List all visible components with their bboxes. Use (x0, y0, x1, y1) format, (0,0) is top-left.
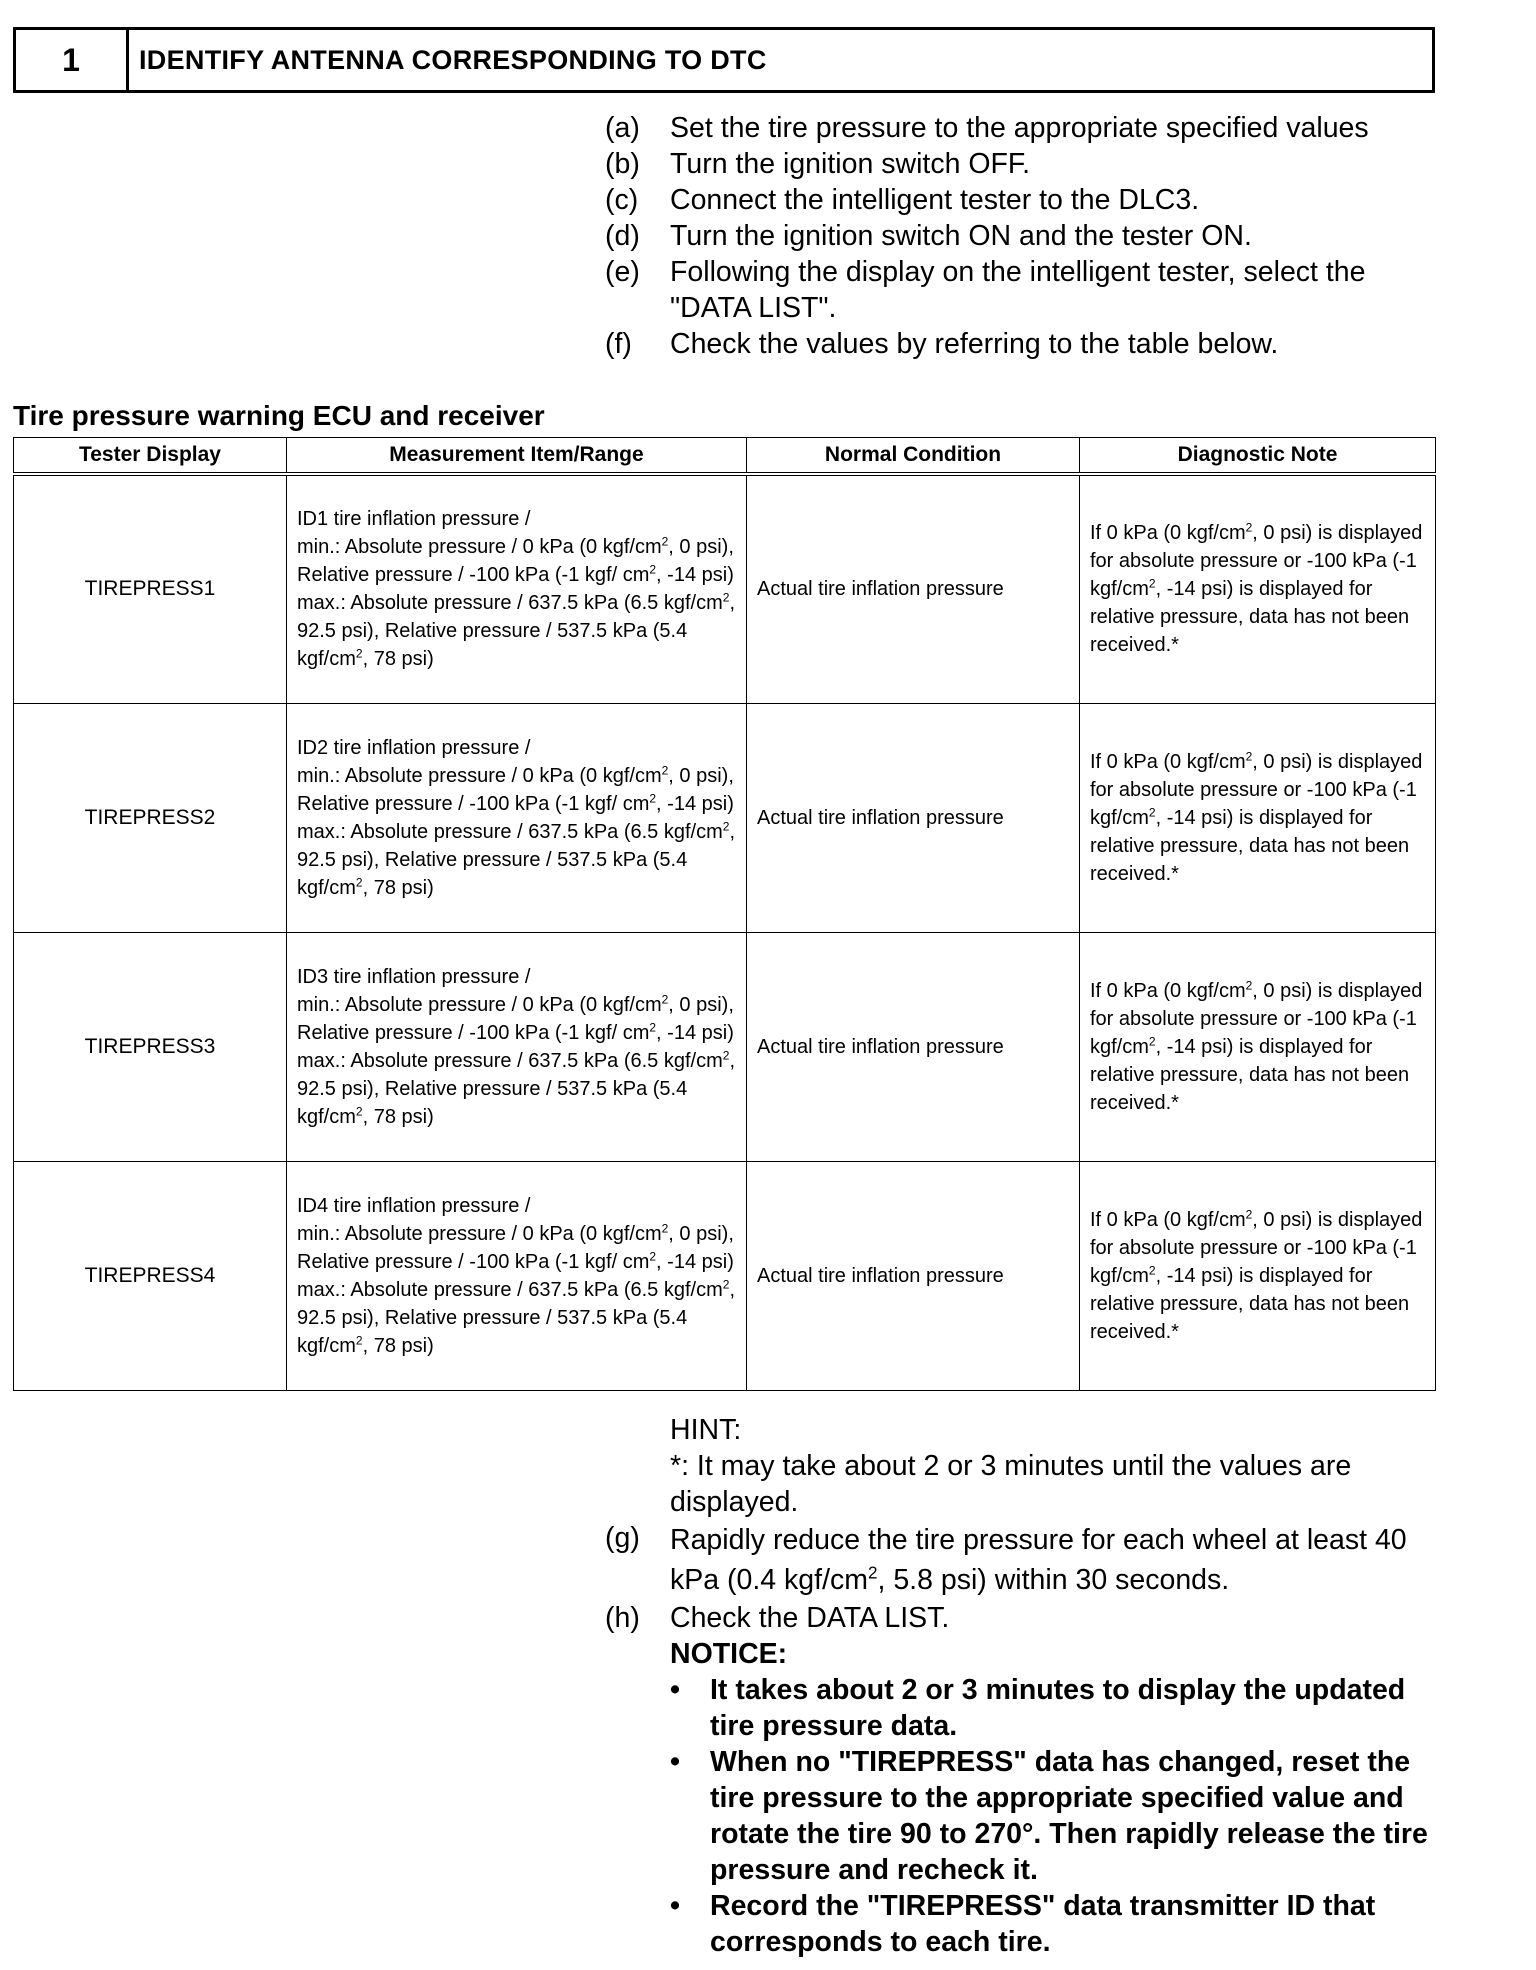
tester-display-cell: TIREPRESS3 (14, 932, 287, 1161)
tester-display-cell: TIREPRESS4 (14, 1161, 287, 1390)
normal-condition-cell: Actual tire inflation pressure (747, 474, 1080, 703)
note-text: , -14 psi) is displayed for relative pressure, data has not been received.* (1090, 806, 1410, 885)
range-text: max.: Absolute pressure / 637.5 kPa (6.5 kgf/cm (297, 1049, 723, 1072)
superscript: 2 (1148, 576, 1156, 591)
table-header-row (14, 438, 1436, 475)
step-label: (a) (605, 112, 640, 144)
notice-label: NOTICE: (670, 1638, 788, 1670)
procedure-step (605, 110, 1445, 146)
procedure-step-h (605, 1600, 1445, 1636)
superscript: 2 (722, 1047, 730, 1062)
normal-condition-cell: Actual tire inflation pressure (747, 1161, 1080, 1390)
notice-item (605, 1888, 1445, 1960)
superscript: 2 (722, 818, 730, 833)
diagnostic-note-cell (1080, 932, 1436, 1161)
step-header (13, 27, 1435, 93)
superscript: 2 (661, 1220, 669, 1235)
diagnostic-note-cell (1080, 703, 1436, 932)
range-text: , -14 psi) (656, 1250, 734, 1273)
range-text: min.: Absolute pressure / 0 kPa (0 kgf/cm (297, 1222, 662, 1245)
note-text: , -14 psi) is displayed for relative pressure, data has not been received.* (1090, 1035, 1410, 1114)
measurement-cell (287, 932, 747, 1161)
step-text: Check the DATA LIST. (670, 1602, 950, 1634)
superscript: 2 (722, 1276, 730, 1291)
step-text: Connect the intelligent tester to the DLC3. (670, 184, 1200, 216)
notice-text: Record the "TIREPRESS" data transmitter ID that corresponds to each tire. (710, 1890, 1376, 1958)
range-text: , 0 psi), Relative pressure / -100 kPa (-1 kgf/ cm (297, 993, 734, 1044)
step-text: Turn the ignition switch ON and the tester ON. (670, 220, 1252, 252)
normal-condition-cell: Actual tire inflation pressure (747, 932, 1080, 1161)
superscript: 2 (1245, 520, 1253, 535)
procedure-step (605, 254, 1445, 326)
table-caption: Tire pressure warning ECU and receiver (13, 400, 545, 431)
item-name: ID2 tire inflation pressure / (297, 736, 531, 759)
tester-display-cell: TIREPRESS1 (14, 474, 287, 703)
superscript: 2 (355, 1332, 363, 1347)
procedure-step (605, 182, 1445, 218)
range-text: , 0 psi), Relative pressure / -100 kPa (-1 kgf/ cm (297, 1222, 734, 1273)
measurement-cell (287, 474, 747, 703)
data-list-table (13, 437, 1436, 1391)
range-text: max.: Absolute pressure / 637.5 kPa (6.5 kgf/cm (297, 592, 723, 615)
range-text: , 92.5 psi), Relative pressure / 537.5 kPa (5.4 kgf/cm (297, 592, 736, 671)
bullet: • (670, 1674, 680, 1706)
table-row (14, 1161, 1436, 1390)
procedure-steps (605, 110, 1445, 362)
superscript: 2 (722, 590, 730, 605)
step-label: (h) (605, 1602, 640, 1634)
step-label: (f) (605, 328, 632, 360)
superscript: 2 (355, 646, 363, 661)
superscript: 2 (661, 762, 669, 777)
note-text: , -14 psi) is displayed for relative pressure, data has not been received.* (1090, 1264, 1410, 1343)
header-tester-display: Tester Display (14, 438, 287, 475)
procedure-step-g (605, 1520, 1445, 1600)
procedure-step (605, 326, 1445, 362)
table-row (14, 474, 1436, 703)
measurement-cell (287, 703, 747, 932)
range-text: , 92.5 psi), Relative pressure / 537.5 kPa (5.4 kgf/cm (297, 1049, 736, 1128)
range-text: , 0 psi), Relative pressure / -100 kPa (-1 kgf/ cm (297, 764, 734, 815)
note-text: If 0 kPa (0 kgf/cm (1090, 979, 1246, 1002)
range-text: min.: Absolute pressure / 0 kPa (0 kgf/cm (297, 993, 662, 1016)
step-number: 1 (16, 30, 129, 90)
superscript: 2 (661, 991, 669, 1006)
step-text-part: Rapidly reduce the tire pressure for each wheel at least 40 kPa (0.4 kgf/cm (670, 1524, 1407, 1596)
note-text: , 0 psi) is displayed for absolute pressure or -100 kPa (-1 kgf/cm (1090, 1208, 1423, 1287)
notice-item (605, 1744, 1445, 1888)
note-text: If 0 kPa (0 kgf/cm (1090, 1208, 1246, 1231)
notice-text: It takes about 2 or 3 minutes to display the updated tire pressure data. (710, 1674, 1406, 1742)
note-text: , 0 psi) is displayed for absolute pressure or -100 kPa (-1 kgf/cm (1090, 522, 1423, 601)
step-label: (g) (605, 1522, 640, 1554)
step-title: IDENTIFY ANTENNA CORRESPONDING TO DTC (139, 44, 767, 75)
hint-and-notice (605, 1412, 1445, 1960)
superscript: 2 (1245, 1206, 1253, 1221)
range-text: max.: Absolute pressure / 637.5 kPa (6.5 kgf/cm (297, 1278, 723, 1301)
item-name: ID1 tire inflation pressure / (297, 508, 531, 531)
step-label: (c) (605, 184, 639, 216)
superscript: 2 (1148, 1033, 1156, 1048)
note-text: If 0 kPa (0 kgf/cm (1090, 522, 1246, 545)
note-text: , -14 psi) is displayed for relative pressure, data has not been received.* (1090, 578, 1410, 657)
range-text: , 0 psi), Relative pressure / -100 kPa (-1 kgf/ cm (297, 536, 734, 587)
range-text: , -14 psi) (656, 792, 734, 815)
range-text: , -14 psi) (656, 564, 734, 587)
header-measurement: Measurement Item/Range (287, 438, 747, 475)
hint-label: HINT: (670, 1414, 742, 1446)
step-text: Set the tire pressure to the appropriate specified values (670, 112, 1369, 144)
superscript: 2 (355, 1103, 363, 1118)
superscript: 2 (649, 1248, 657, 1263)
procedure-step (605, 146, 1445, 182)
range-text: , 92.5 psi), Relative pressure / 537.5 kPa (5.4 kgf/cm (297, 820, 736, 899)
diagnostic-note-cell (1080, 1161, 1436, 1390)
diagnostic-note-cell (1080, 474, 1436, 703)
superscript: 2 (355, 874, 363, 889)
table-row (14, 932, 1436, 1161)
range-text: min.: Absolute pressure / 0 kPa (0 kgf/cm (297, 536, 662, 559)
step-text-part: , 5.8 psi) within 30 seconds. (877, 1564, 1230, 1596)
step-text (670, 1520, 1445, 1600)
superscript: 2 (661, 534, 669, 549)
header-diagnostic-note: Diagnostic Note (1080, 438, 1436, 475)
notice-item (605, 1672, 1445, 1744)
step-text: Turn the ignition switch OFF. (670, 148, 1031, 180)
range-text: , 78 psi) (362, 648, 434, 671)
range-text: max.: Absolute pressure / 637.5 kPa (6.5 kgf/cm (297, 820, 723, 843)
range-text: , 78 psi) (362, 1334, 434, 1357)
superscript: 2 (649, 1019, 657, 1034)
superscript: 2 (867, 1563, 878, 1583)
normal-condition-cell: Actual tire inflation pressure (747, 703, 1080, 932)
range-text: , 78 psi) (362, 1105, 434, 1128)
superscript: 2 (1148, 804, 1156, 819)
item-name: ID3 tire inflation pressure / (297, 965, 531, 988)
superscript: 2 (649, 790, 657, 805)
notice-text: When no "TIREPRESS" data has changed, reset the tire pressure to the appropriate specified value and rotate the tire 90 to 270°. Then rapidly release the tire pressure and recheck it. (710, 1746, 1428, 1886)
step-text: Following the display on the intelligent tester, select the "DATA LIST". (670, 256, 1366, 324)
superscript: 2 (1245, 977, 1253, 992)
note-text: , 0 psi) is displayed for absolute pressure or -100 kPa (-1 kgf/cm (1090, 750, 1423, 829)
item-name: ID4 tire inflation pressure / (297, 1194, 531, 1217)
step-label: (d) (605, 220, 640, 252)
bullet: • (670, 1890, 680, 1922)
superscript: 2 (649, 562, 657, 577)
step-text: Check the values by referring to the table below. (670, 328, 1279, 360)
bullet: • (670, 1746, 680, 1778)
range-text: min.: Absolute pressure / 0 kPa (0 kgf/cm (297, 764, 662, 787)
step-label: (b) (605, 148, 640, 180)
measurement-cell (287, 1161, 747, 1390)
range-text: , 92.5 psi), Relative pressure / 537.5 kPa (5.4 kgf/cm (297, 1278, 736, 1357)
table-row (14, 703, 1436, 932)
note-text: If 0 kPa (0 kgf/cm (1090, 750, 1246, 773)
superscript: 2 (1148, 1262, 1156, 1277)
procedure-step (605, 218, 1445, 254)
superscript: 2 (1245, 748, 1253, 763)
tester-display-cell: TIREPRESS2 (14, 703, 287, 932)
step-label: (e) (605, 256, 640, 288)
note-text: , 0 psi) is displayed for absolute pressure or -100 kPa (-1 kgf/cm (1090, 979, 1423, 1058)
range-text: , 78 psi) (362, 876, 434, 899)
range-text: , -14 psi) (656, 1021, 734, 1044)
header-normal-condition: Normal Condition (747, 438, 1080, 475)
hint-text: *: It may take about 2 or 3 minutes until the values are displayed. (670, 1450, 1352, 1518)
